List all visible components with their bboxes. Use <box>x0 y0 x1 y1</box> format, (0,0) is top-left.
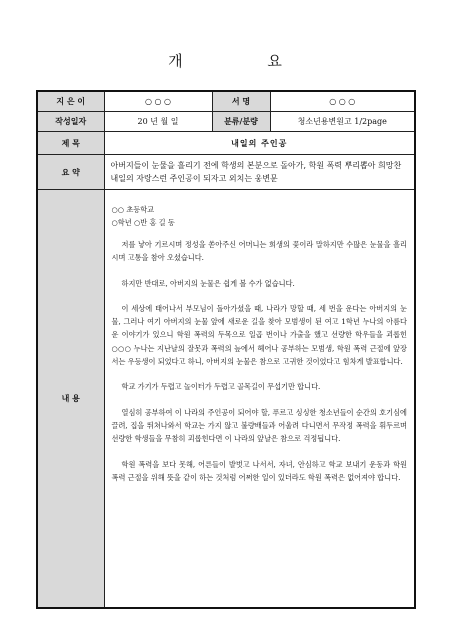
school-name: ○○ 초등학교 <box>111 205 155 214</box>
overview-form-table <box>36 90 416 609</box>
content-paragraph: 학원 폭력을 보다 못해, 어른들이 발벗고 나서서, 자녀, 안심하고 학교 보내기 운동과 학원 폭력 근절을 위해 뜻을 같이 하는 것처럼 어쩌한 일이 있더라도 학원 폭력은 없어져야 합니다. <box>111 459 407 482</box>
summary-row <box>37 155 415 190</box>
subject-value: 내일의 주인공 <box>104 132 415 155</box>
author-value: ○ ○ ○ <box>104 91 212 112</box>
category-value: 청소년용변원고 1/2page <box>270 112 415 132</box>
content-paragraph: 열심히 공부하여 이 나라의 주인공이 되어야 할, 푸르고 싱싱한 청소년들이 순간의 호기심에 끌려, 집을 뛰쳐나와서 학교는 가지 않고 불량배들과 어울려 다니면서 무작정 폭력을 휘두르며 선량한 학생들을 무참히 괴롭힌다면 이 나라의 앞날은 참으로 걱정됩니다. <box>111 407 407 444</box>
date-row <box>37 112 415 132</box>
subject-row <box>37 132 415 155</box>
content-paragraph: 하지만 반대로, 아버지의 눈물은 쉽게 볼 수가 없습니다. <box>121 278 295 288</box>
summary-label: 요 약 <box>37 155 104 190</box>
content-label: 내 용 <box>37 190 104 609</box>
document-title: 개 요 <box>168 52 322 70</box>
date-label: 작성일자 <box>37 112 104 132</box>
content-row <box>37 190 415 609</box>
author-row <box>37 91 415 112</box>
summary-value: 아버지들이 눈물을 흘리기 전에 학생의 본분으로 돌아가, 학원 폭력 뿌리뽑아 희망찬 내일의 자랑스런 주인공이 되자고 외치는 웅변문 <box>104 155 415 190</box>
signature-value: ○ ○ ○ <box>270 91 415 112</box>
date-value: 20 년 월 일 <box>104 112 212 132</box>
subject-label: 제 목 <box>37 132 104 155</box>
content-paragraph: 학교 가기가 두렵고 놀이터가 두렵고 골목길이 무섭기만 합니다. <box>121 382 321 392</box>
content-paragraph: 이 세상에 태어나서 부모님이 돌아가셨을 때, 나라가 망할 때, 세 번을 운다는 아버지의 눈물, 그러나 여기 아버지의 눈물 앞에 새로운 길을 찾아 모범생이 된 여고 1학년 누나의 아름다운 이야기가 있으니 학원 폭력의 두목으로 일곱 번이나 가출을 했고 선량한 학우들을 괴롭힌 ○○○ 누나는 지난날의 잘못과 폭력의 늪에서 헤어나 공부하는 모범생, 학원 폭력 근절에 앞장서는 우등생이 되었다고 하니, 아버지의 눈물은 참으로 고귀한 것이었다고 힘차게 발표합니다. <box>111 303 407 367</box>
author-label: 지 은 이 <box>37 91 104 112</box>
student-name: ○학년 ○반 홍 길 동 <box>111 217 175 227</box>
content-body <box>104 190 415 609</box>
category-label: 분류/분량 <box>212 112 270 132</box>
content-paragraph: 저를 낳아 기르시며 정성을 쏟아주신 어머니는 희생의 꽃이라 말하지만 수많은 눈물을 흘리시며 고통을 참아 오셨습니다. <box>111 240 407 263</box>
signature-label: 서 명 <box>212 91 270 112</box>
